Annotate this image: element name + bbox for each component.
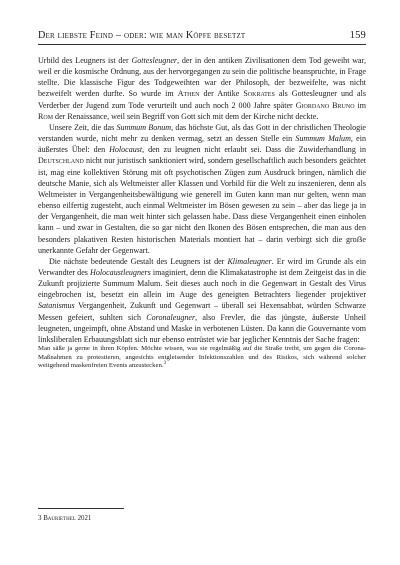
text-run: , ein äußerstes Übel: den <box>38 134 366 155</box>
text-run: im <box>354 100 366 110</box>
page <box>38 30 366 371</box>
place-name: Rom <box>38 111 54 121</box>
place-name: Athen <box>177 89 200 99</box>
text-run: der Renaissance, weil sein Begriff von Gott sich mit dem der Kirche nicht deckte. <box>53 111 319 121</box>
text-run: Vergangenheit, Zukunft und Gegenwart – überall sei Hexensabbat, würden Schwarze Messen gefeiert, suhlten sich <box>38 301 366 322</box>
body-text <box>38 55 366 371</box>
footnote-number: 3 <box>38 515 42 522</box>
emphasis: Summum Malum <box>295 134 351 144</box>
running-title: Der liebste Feind – oder: wie man Köpfe besetzt <box>38 30 246 41</box>
paragraph-1 <box>38 55 366 122</box>
emphasis: Satanismus <box>38 301 75 311</box>
footnote-author: Bauriethel <box>43 515 76 522</box>
footnote-divider <box>38 508 124 509</box>
paragraph-3 <box>38 256 366 345</box>
emphasis: Holocaustleugners <box>90 267 151 277</box>
text-run: , der in den antiken Zivilisationen dem Tod geweiht war, weil er die kosmische Ordnung, aus der hervorgegangen zu sein die politische beanspruchte, in Frage stellte. Die klassische Figur des Todgeweihten war der Philosoph, der bezweifelte, was nicht bezweifelt werden durfte. So wurde im <box>38 56 366 99</box>
text-run: , das höchste Gut, als das Gott in der christlichen Theologie verstanden wurde, nicht mehr zu denken vermag, setzt an dessen Stelle ein <box>38 122 366 144</box>
emphasis: Gottesleugner <box>131 56 178 65</box>
text-run: Unsere Zeit, die das <box>49 122 117 132</box>
place-name: Deutschland <box>38 156 84 166</box>
footnote-reference[interactable]: 3 <box>163 361 167 367</box>
footnote-area <box>38 508 366 524</box>
person-name: Giordano Bruno <box>295 100 355 110</box>
text-run: Urbild des Leugners ist der <box>38 56 132 65</box>
footnote <box>38 515 366 524</box>
text-run: , den zu leugnen nicht erlaubt sei. Dass die Zuwiderhandlung in <box>142 145 366 155</box>
running-header <box>38 30 366 45</box>
emphasis: Klimaleugner <box>227 256 272 266</box>
text-run: nicht nur juristisch sanktioniert wird, sondern gesellschaftlich auch besonders geächtet ist, mag eine kollektiven Störung mit oft psychotischen Zügen zum Ausdruck bringen, nämlich die deutsche Manie, sich als Weltmeister aller Klassen und Vorbild für die Welt zu inszenieren, denn als Weltmeister in Vergangenheitsbewältigung wie generell im Guten kann man nur gelten, wenn man ebenso eilfertig zugesteht, auch einmal Weltmeister im Bösen gewesen zu sein – aber das liege ja in der Vergangenheit, die man weit hinter sich gelassen habe. Dass diese Vergangenheit einen einholen kann – und zwar in Gestalten, die so gar nicht den Ikonen des Bösen entsprechen, die man aus den besonders plakativen Resten historischen Materials montiert hat – darin verbirgt sich die groẞe unerkannte Gefahr der Gegenwart. <box>38 156 366 255</box>
emphasis: Holocaust <box>109 145 143 155</box>
block-quote <box>38 345 366 371</box>
person-name: Sokrates <box>243 89 275 99</box>
paragraph-2 <box>38 122 366 256</box>
page-number: 159 <box>349 30 366 41</box>
text-run: der Antike <box>199 89 244 99</box>
text-run: . Er wird im Grunde als ein Verwandter des <box>38 256 366 277</box>
emphasis: Summum Bonum <box>116 122 172 132</box>
text-run: imaginiert, denn die Klimakatastrophe ist dem Zeitgeist das in die Zukunft projizierte Summum Malum. Seit dieses auch noch in die Gegenwart in Gestalt des Virus eingebrochen ist, besetzt ein allein im Auge des geneigten Betrachters liegender projektiver <box>38 267 366 300</box>
quote-text: Man säße ja gerne in ihren Köpfen. Möchte wissen, was sie regelmäßig auf die Straße treibt, um gegen die Corona-Maßnahmen zu protestieren, angesichts entgleisender Infektionszahlen und des Risikos, sich während solcher weitgehend maskenfreien Events anzustecken. <box>38 345 366 370</box>
text-run: Die nächste bedeutende Gestalt des Leugners ist der <box>49 256 228 266</box>
text-run: als Gottesleugner und als Verderber der Jugend zum Tode verurteilt und auch noch 2 000 Jahre später <box>38 89 366 110</box>
footnote-year: 2021 <box>75 515 92 522</box>
text-run: , also Frevler, die das jüngste, äußerste Unheil leugneten, ungeimpft, ohne Abstand und Maske in verbotenen Lüsten. Da kann die Gouvernante vom linksliberalen Erbauungsblatt sich nur ebenso entrüstet wie bar jeglicher Kenntnis der Sache fragen: <box>38 312 366 344</box>
emphasis: Coronaleugner <box>146 312 196 322</box>
